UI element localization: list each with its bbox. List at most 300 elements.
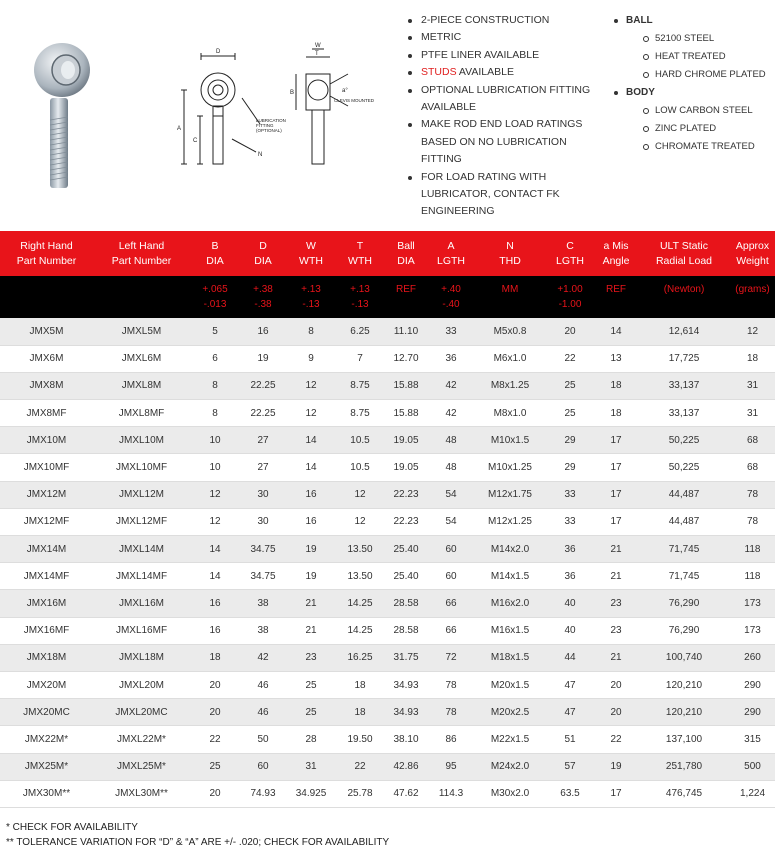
material-item: LOW CARBON STEEL bbox=[612, 102, 772, 120]
table-cell: 14.25 bbox=[336, 590, 384, 617]
column-header: A LGTH bbox=[428, 231, 474, 276]
table-cell: JMX14M bbox=[0, 536, 93, 563]
table-cell: JMX30M** bbox=[0, 780, 93, 807]
table-cell: 19 bbox=[240, 345, 286, 372]
table-cell: 66 bbox=[428, 617, 474, 644]
table-cell: 251,780 bbox=[638, 753, 730, 780]
table-cell: 5 bbox=[190, 318, 240, 345]
table-cell: M14x2.0 bbox=[474, 536, 546, 563]
table-cell: 10.5 bbox=[336, 427, 384, 454]
column-header: W WTH bbox=[286, 231, 336, 276]
table-cell: 10 bbox=[190, 427, 240, 454]
table-cell: 28.58 bbox=[384, 590, 428, 617]
table-cell: 33 bbox=[428, 318, 474, 345]
table-cell: 14 bbox=[190, 536, 240, 563]
drawing-label-clevis: CLEVIS MOUNTED bbox=[334, 98, 375, 103]
table-cell: 22 bbox=[190, 726, 240, 753]
table-cell: 34.75 bbox=[240, 536, 286, 563]
table-cell: JMXL8M bbox=[93, 372, 190, 399]
table-cell: 8 bbox=[286, 318, 336, 345]
table-cell: 16 bbox=[240, 318, 286, 345]
table-cell: 60 bbox=[240, 753, 286, 780]
table-cell: 12.70 bbox=[384, 345, 428, 372]
tolerance-cell: +.40 -.40 bbox=[428, 276, 474, 318]
table-cell: 20 bbox=[546, 318, 594, 345]
table-cell: 17 bbox=[594, 481, 638, 508]
table-row bbox=[0, 345, 775, 372]
table-row bbox=[0, 699, 775, 726]
table-cell: 38 bbox=[240, 590, 286, 617]
table-cell: 78 bbox=[730, 481, 775, 508]
table-cell: 8.75 bbox=[336, 400, 384, 427]
table-cell: 57 bbox=[546, 753, 594, 780]
table-cell: 7 bbox=[336, 345, 384, 372]
table-cell: JMXL20M bbox=[93, 671, 190, 698]
material-item: ZINC PLATED bbox=[612, 120, 772, 138]
materials-list bbox=[612, 12, 772, 156]
table-cell: JMX14MF bbox=[0, 563, 93, 590]
table-cell: JMXL14MF bbox=[93, 563, 190, 590]
table-cell: 20 bbox=[190, 780, 240, 807]
table-cell: JMX6M bbox=[0, 345, 93, 372]
table-cell: 120,210 bbox=[638, 671, 730, 698]
column-header: Right Hand Part Number bbox=[0, 231, 93, 276]
tolerance-cell: +.13 -.13 bbox=[286, 276, 336, 318]
table-cell: 118 bbox=[730, 563, 775, 590]
table-cell: 16 bbox=[286, 481, 336, 508]
table-cell: 14 bbox=[286, 454, 336, 481]
table-cell: 25 bbox=[190, 753, 240, 780]
table-row bbox=[0, 590, 775, 617]
product-overview bbox=[0, 0, 774, 230]
feature-item: PTFE LINER AVAILABLE bbox=[406, 47, 606, 64]
table-cell: 10.5 bbox=[336, 454, 384, 481]
table-cell: 13.50 bbox=[336, 536, 384, 563]
table-cell: JMXL6M bbox=[93, 345, 190, 372]
table-cell: 22 bbox=[546, 345, 594, 372]
table-cell: 290 bbox=[730, 699, 775, 726]
table-cell: 42 bbox=[428, 400, 474, 427]
table-cell: 22 bbox=[594, 726, 638, 753]
table-row bbox=[0, 372, 775, 399]
table-cell: 31 bbox=[730, 372, 775, 399]
table-row bbox=[0, 481, 775, 508]
rod-end-photo bbox=[28, 40, 103, 190]
table-cell: 19.05 bbox=[384, 454, 428, 481]
feature-list bbox=[406, 12, 606, 221]
table-cell: 36 bbox=[428, 345, 474, 372]
table-cell: 15.88 bbox=[384, 400, 428, 427]
table-row bbox=[0, 753, 775, 780]
table-row bbox=[0, 617, 775, 644]
drawing-label-c: C bbox=[193, 138, 198, 144]
table-cell: 76,290 bbox=[638, 617, 730, 644]
table-cell: 12 bbox=[286, 400, 336, 427]
material-item: CHROMATE TREATED bbox=[612, 138, 772, 156]
tolerance-cell: +.065 -.013 bbox=[190, 276, 240, 318]
footnotes bbox=[6, 820, 389, 850]
table-cell: JMXL25M* bbox=[93, 753, 190, 780]
tolerance-cell: +.38 -.38 bbox=[240, 276, 286, 318]
table-cell: JMX16M bbox=[0, 590, 93, 617]
table-cell: 66 bbox=[428, 590, 474, 617]
table-cell: 44,487 bbox=[638, 508, 730, 535]
table-cell: 6.25 bbox=[336, 318, 384, 345]
tolerance-cell: REF bbox=[594, 276, 638, 318]
table-cell: 118 bbox=[730, 536, 775, 563]
table-cell: 48 bbox=[428, 454, 474, 481]
table-cell: 47 bbox=[546, 699, 594, 726]
table-cell: 78 bbox=[730, 508, 775, 535]
table-cell: M14x1.5 bbox=[474, 563, 546, 590]
table-cell: 50,225 bbox=[638, 454, 730, 481]
table-cell: 13.50 bbox=[336, 563, 384, 590]
table-cell: 16 bbox=[190, 617, 240, 644]
table-cell: 12 bbox=[336, 508, 384, 535]
table-cell: 21 bbox=[594, 536, 638, 563]
table-cell: 44,487 bbox=[638, 481, 730, 508]
footnote: * CHECK FOR AVAILABILITY bbox=[6, 822, 138, 833]
table-cell: M10x1.5 bbox=[474, 427, 546, 454]
table-cell: 33,137 bbox=[638, 372, 730, 399]
table-cell: 19.05 bbox=[384, 427, 428, 454]
table-cell: 30 bbox=[240, 508, 286, 535]
table-cell: 22.23 bbox=[384, 508, 428, 535]
table-cell: 14.25 bbox=[336, 617, 384, 644]
table-cell: JMX12M bbox=[0, 481, 93, 508]
material-item: HARD CHROME PLATED bbox=[612, 66, 772, 84]
column-header: Approx Weight bbox=[730, 231, 775, 276]
table-cell: 16.25 bbox=[336, 644, 384, 671]
table-cell: 25 bbox=[286, 671, 336, 698]
table-cell: JMXL10MF bbox=[93, 454, 190, 481]
table-cell: 42.86 bbox=[384, 753, 428, 780]
table-cell: 63.5 bbox=[546, 780, 594, 807]
table-cell: 38.10 bbox=[384, 726, 428, 753]
table-cell: 95 bbox=[428, 753, 474, 780]
table-cell: JMXL22M* bbox=[93, 726, 190, 753]
table-cell: JMXL10M bbox=[93, 427, 190, 454]
table-cell: 27 bbox=[240, 454, 286, 481]
feature-item: MAKE ROD END LOAD RATINGS BASED ON NO LUBRICATION FITTING bbox=[406, 116, 606, 168]
table-cell: 38 bbox=[240, 617, 286, 644]
drawing-label-w: W bbox=[315, 43, 321, 49]
table-body bbox=[0, 318, 775, 807]
material-item: HEAT TREATED bbox=[612, 48, 772, 66]
table-cell: 29 bbox=[546, 427, 594, 454]
table-cell: 21 bbox=[594, 563, 638, 590]
tolerance-row bbox=[0, 276, 775, 318]
table-cell: 476,745 bbox=[638, 780, 730, 807]
spec-table bbox=[0, 231, 775, 808]
table-cell: M24x2.0 bbox=[474, 753, 546, 780]
table-cell: JMX20M bbox=[0, 671, 93, 698]
column-header: Left Hand Part Number bbox=[93, 231, 190, 276]
table-cell: 15.88 bbox=[384, 372, 428, 399]
table-cell: 51 bbox=[546, 726, 594, 753]
table-cell: 46 bbox=[240, 671, 286, 698]
table-cell: 17 bbox=[594, 454, 638, 481]
table-cell: JMX18M bbox=[0, 644, 93, 671]
table-cell: M18x1.5 bbox=[474, 644, 546, 671]
table-cell: 21 bbox=[286, 590, 336, 617]
drawing-label-d: D bbox=[216, 49, 221, 55]
column-header: B DIA bbox=[190, 231, 240, 276]
table-cell: 14 bbox=[594, 318, 638, 345]
table-cell: 25.78 bbox=[336, 780, 384, 807]
table-cell: 18 bbox=[594, 372, 638, 399]
table-cell: M20x2.5 bbox=[474, 699, 546, 726]
table-cell: 78 bbox=[428, 699, 474, 726]
table-cell: M8x1.0 bbox=[474, 400, 546, 427]
table-cell: 17 bbox=[594, 508, 638, 535]
footnote: ** TOLERANCE VARIATION FOR “D” & “A” ARE +/- .020; CHECK FOR AVAILABILITY bbox=[6, 837, 390, 848]
drawing-label-b: B bbox=[290, 90, 295, 96]
drawing-label-angle: a° bbox=[342, 88, 348, 94]
table-cell: M5x0.8 bbox=[474, 318, 546, 345]
table-cell: JMXL12MF bbox=[93, 508, 190, 535]
table-cell: 33 bbox=[546, 481, 594, 508]
table-cell: 14 bbox=[286, 427, 336, 454]
table-cell: M22x1.5 bbox=[474, 726, 546, 753]
table-cell: 71,745 bbox=[638, 563, 730, 590]
table-cell: 16 bbox=[286, 508, 336, 535]
tolerance-cell: (Newton) bbox=[638, 276, 730, 318]
feature-item: FOR LOAD RATING WITH LUBRICATOR, CONTACT FK ENGINEERING bbox=[406, 169, 606, 221]
table-cell: 21 bbox=[286, 617, 336, 644]
table-cell: 12 bbox=[730, 318, 775, 345]
table-cell: JMX20MC bbox=[0, 699, 93, 726]
table-header-row bbox=[0, 231, 775, 276]
table-cell: 47 bbox=[546, 671, 594, 698]
table-cell: JMX25M* bbox=[0, 753, 93, 780]
table-cell: 40 bbox=[546, 617, 594, 644]
column-header: C LGTH bbox=[546, 231, 594, 276]
table-cell: 23 bbox=[594, 617, 638, 644]
table-cell: 68 bbox=[730, 427, 775, 454]
feature-item: 2-PIECE CONSTRUCTION bbox=[406, 12, 606, 29]
table-cell: 60 bbox=[428, 563, 474, 590]
feature-item: OPTIONAL LUBRICATION FITTING AVAILABLE bbox=[406, 82, 606, 117]
table-cell: JMX10M bbox=[0, 427, 93, 454]
table-cell: M10x1.25 bbox=[474, 454, 546, 481]
table-cell: 28 bbox=[286, 726, 336, 753]
table-cell: 11.10 bbox=[384, 318, 428, 345]
tolerance-cell: +.13 -.13 bbox=[336, 276, 384, 318]
table-cell: JMX8M bbox=[0, 372, 93, 399]
table-cell: 25.40 bbox=[384, 536, 428, 563]
table-cell: 22.23 bbox=[384, 481, 428, 508]
table-cell: 12,614 bbox=[638, 318, 730, 345]
table-cell: 20 bbox=[190, 671, 240, 698]
table-cell: 17,725 bbox=[638, 345, 730, 372]
table-cell: 44 bbox=[546, 644, 594, 671]
table-cell: 9 bbox=[286, 345, 336, 372]
table-cell: M20x1.5 bbox=[474, 671, 546, 698]
table-cell: 17 bbox=[594, 427, 638, 454]
table-cell: 34.93 bbox=[384, 699, 428, 726]
table-cell: 30 bbox=[240, 481, 286, 508]
tolerance-cell: (grams) bbox=[730, 276, 775, 318]
table-cell: 173 bbox=[730, 590, 775, 617]
table-cell: JMX16MF bbox=[0, 617, 93, 644]
table-cell: JMXL12M bbox=[93, 481, 190, 508]
table-cell: 120,210 bbox=[638, 699, 730, 726]
table-cell: 13 bbox=[594, 345, 638, 372]
studs-link[interactable]: STUDS bbox=[421, 66, 457, 79]
table-cell: M16x1.5 bbox=[474, 617, 546, 644]
table-cell: M8x1.25 bbox=[474, 372, 546, 399]
table-cell: 27 bbox=[240, 427, 286, 454]
table-cell: 173 bbox=[730, 617, 775, 644]
tolerance-cell bbox=[0, 276, 93, 318]
table-cell: 29 bbox=[546, 454, 594, 481]
table-cell: 60 bbox=[428, 536, 474, 563]
table-cell: 315 bbox=[730, 726, 775, 753]
table-cell: JMX12MF bbox=[0, 508, 93, 535]
table-cell: 290 bbox=[730, 671, 775, 698]
column-header: ULT Static Radial Load bbox=[638, 231, 730, 276]
table-cell: 25 bbox=[546, 400, 594, 427]
tolerance-cell: MM bbox=[474, 276, 546, 318]
table-row bbox=[0, 726, 775, 753]
column-header: Ball DIA bbox=[384, 231, 428, 276]
table-cell: 21 bbox=[594, 644, 638, 671]
table-cell: 25.40 bbox=[384, 563, 428, 590]
table-cell: 33 bbox=[546, 508, 594, 535]
table-cell: 22.25 bbox=[240, 372, 286, 399]
table-cell: M12x1.25 bbox=[474, 508, 546, 535]
table-cell: 22 bbox=[336, 753, 384, 780]
tolerance-cell bbox=[93, 276, 190, 318]
table-cell: JMXL16M bbox=[93, 590, 190, 617]
material-group-body: BODY bbox=[612, 84, 772, 102]
table-row bbox=[0, 536, 775, 563]
table-row bbox=[0, 427, 775, 454]
table-cell: 20 bbox=[190, 699, 240, 726]
column-header: D DIA bbox=[240, 231, 286, 276]
table-cell: 8.75 bbox=[336, 372, 384, 399]
table-cell: JMXL30M** bbox=[93, 780, 190, 807]
table-cell: 68 bbox=[730, 454, 775, 481]
table-cell: 31.75 bbox=[384, 644, 428, 671]
table-cell: M16x2.0 bbox=[474, 590, 546, 617]
table-row bbox=[0, 400, 775, 427]
table-cell: M6x1.0 bbox=[474, 345, 546, 372]
table-cell: 71,745 bbox=[638, 536, 730, 563]
table-cell: JMX8MF bbox=[0, 400, 93, 427]
table-cell: 18 bbox=[336, 671, 384, 698]
table-cell: JMXL5M bbox=[93, 318, 190, 345]
table-cell: 18 bbox=[594, 400, 638, 427]
table-row bbox=[0, 671, 775, 698]
table-cell: 48 bbox=[428, 427, 474, 454]
table-cell: JMXL8MF bbox=[93, 400, 190, 427]
table-cell: 18 bbox=[336, 699, 384, 726]
table-cell: 42 bbox=[240, 644, 286, 671]
table-cell: 12 bbox=[336, 481, 384, 508]
table-cell: 18 bbox=[730, 345, 775, 372]
table-cell: 14 bbox=[190, 563, 240, 590]
table-cell: 20 bbox=[594, 699, 638, 726]
table-cell: 36 bbox=[546, 563, 594, 590]
table-cell: 12 bbox=[190, 481, 240, 508]
table-cell: 34.925 bbox=[286, 780, 336, 807]
table-cell: 19 bbox=[286, 563, 336, 590]
table-cell: 8 bbox=[190, 372, 240, 399]
table-cell: 100,740 bbox=[638, 644, 730, 671]
table-cell: M12x1.75 bbox=[474, 481, 546, 508]
table-cell: 114.3 bbox=[428, 780, 474, 807]
table-cell: 137,100 bbox=[638, 726, 730, 753]
column-header: a Mis Angle bbox=[594, 231, 638, 276]
table-cell: 19 bbox=[594, 753, 638, 780]
table-cell: JMX22M* bbox=[0, 726, 93, 753]
table-row bbox=[0, 780, 775, 807]
table-cell: 31 bbox=[286, 753, 336, 780]
table-cell: 18 bbox=[190, 644, 240, 671]
table-cell: 33,137 bbox=[638, 400, 730, 427]
table-cell: 46 bbox=[240, 699, 286, 726]
table-cell: 76,290 bbox=[638, 590, 730, 617]
table-cell: 50,225 bbox=[638, 427, 730, 454]
table-cell: JMX5M bbox=[0, 318, 93, 345]
table-cell: 25 bbox=[546, 372, 594, 399]
table-cell: 6 bbox=[190, 345, 240, 372]
table-cell: 34.93 bbox=[384, 671, 428, 698]
table-cell: 19 bbox=[286, 536, 336, 563]
table-cell: 12 bbox=[190, 508, 240, 535]
table-row bbox=[0, 508, 775, 535]
column-header: T WTH bbox=[336, 231, 384, 276]
drawing-label-a: A bbox=[177, 126, 182, 132]
table-cell: 23 bbox=[286, 644, 336, 671]
table-cell: 50 bbox=[240, 726, 286, 753]
table-cell: 42 bbox=[428, 372, 474, 399]
table-cell: JMX10MF bbox=[0, 454, 93, 481]
table-cell: 16 bbox=[190, 590, 240, 617]
table-cell: JMXL18M bbox=[93, 644, 190, 671]
table-cell: 17 bbox=[594, 780, 638, 807]
table-cell: 36 bbox=[546, 536, 594, 563]
table-row bbox=[0, 644, 775, 671]
dimension-drawing bbox=[172, 43, 375, 166]
table-cell: 31 bbox=[730, 400, 775, 427]
drawing-label-lube: LUBRICATION FITTING (OPTIONAL) bbox=[256, 118, 286, 133]
table-cell: 54 bbox=[428, 481, 474, 508]
feature-item: METRIC bbox=[406, 29, 606, 46]
table-cell: 19.50 bbox=[336, 726, 384, 753]
table-cell: JMXL16MF bbox=[93, 617, 190, 644]
table-cell: 47.62 bbox=[384, 780, 428, 807]
table-cell: 10 bbox=[190, 454, 240, 481]
feature-item: STUDS AVAILABLE bbox=[406, 64, 606, 81]
table-row bbox=[0, 318, 775, 345]
table-cell: 78 bbox=[428, 671, 474, 698]
table-cell: M30x2.0 bbox=[474, 780, 546, 807]
table-row bbox=[0, 563, 775, 590]
table-cell: 260 bbox=[730, 644, 775, 671]
table-cell: 34.75 bbox=[240, 563, 286, 590]
table-cell: 40 bbox=[546, 590, 594, 617]
table-cell: 28.58 bbox=[384, 617, 428, 644]
table-cell: 500 bbox=[730, 753, 775, 780]
table-cell: 54 bbox=[428, 508, 474, 535]
material-group-ball: BALL bbox=[612, 12, 772, 30]
table-cell: 25 bbox=[286, 699, 336, 726]
drawing-label-t: T bbox=[315, 51, 319, 57]
table-cell: 74.93 bbox=[240, 780, 286, 807]
